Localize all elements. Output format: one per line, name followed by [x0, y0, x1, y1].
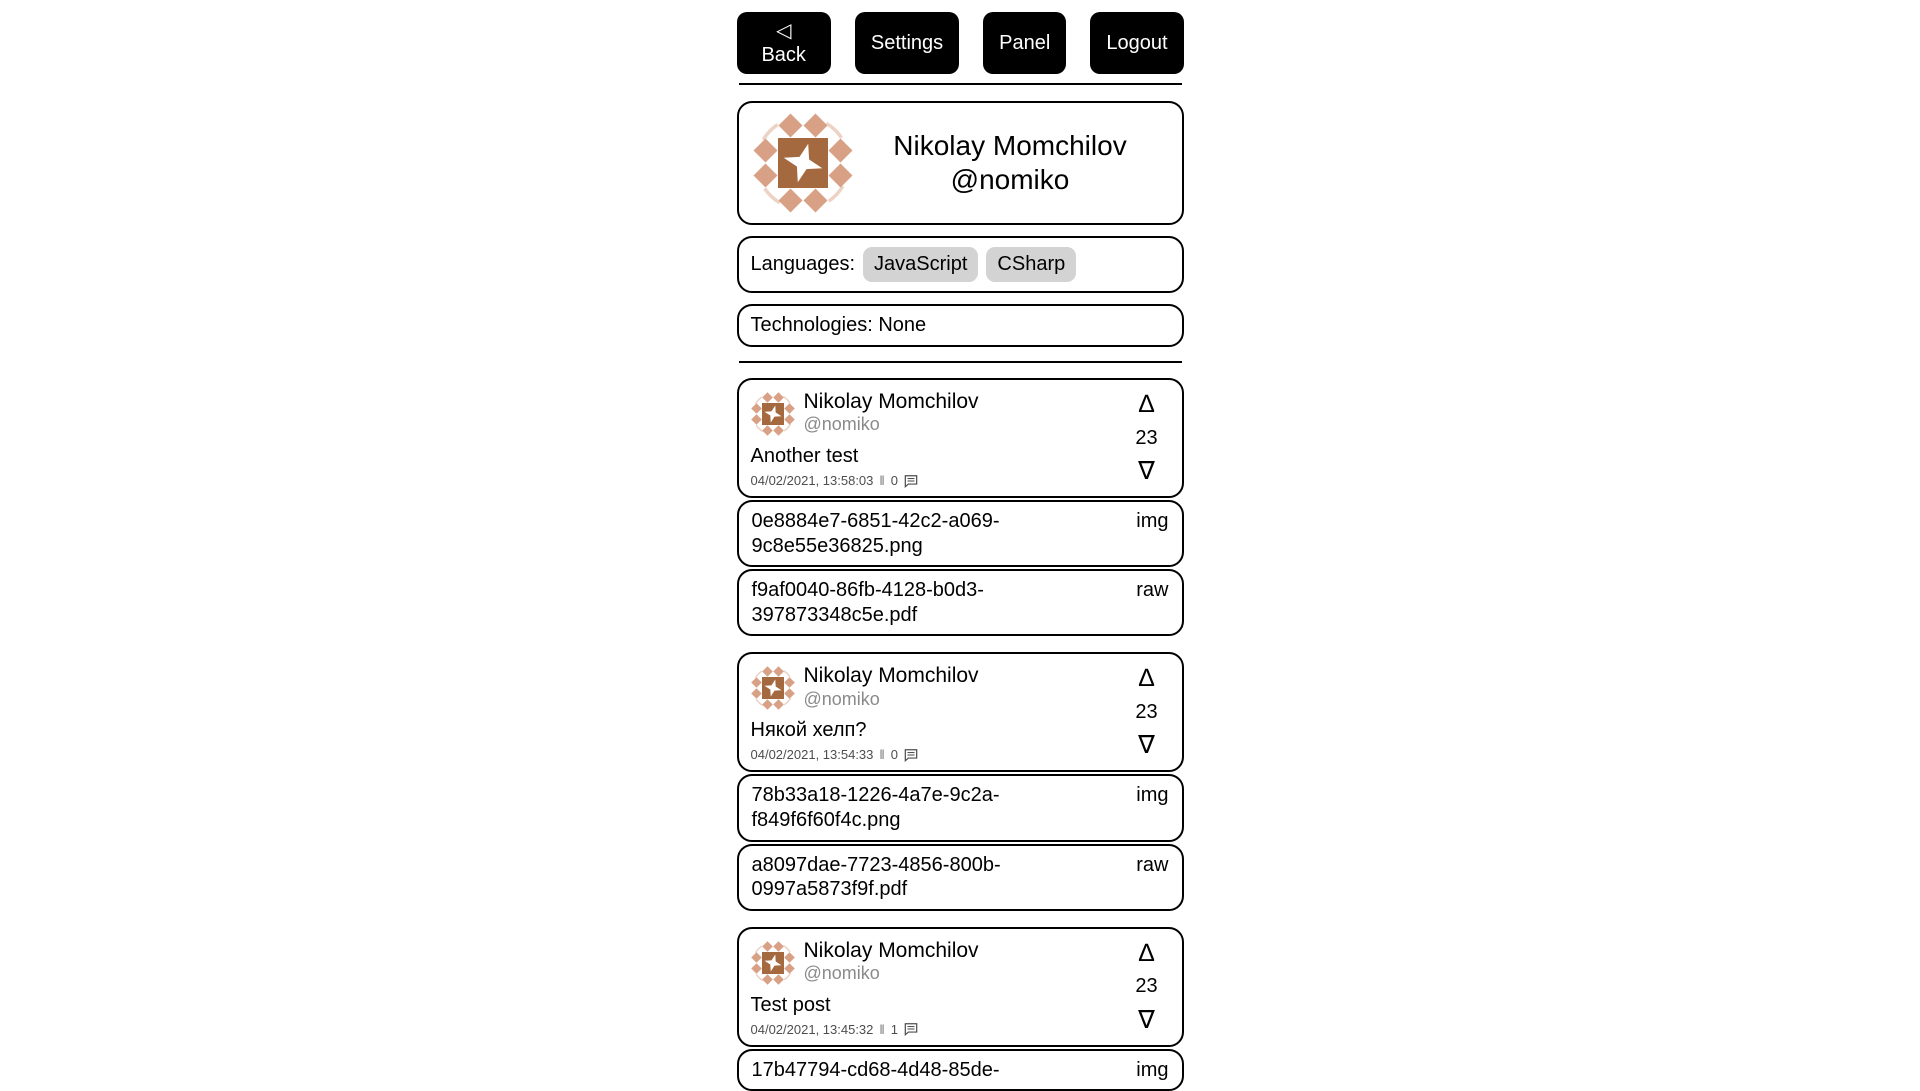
- meta-separator: ‖: [879, 747, 885, 763]
- downvote-button[interactable]: ∇: [1138, 731, 1155, 760]
- post-title: Another test: [750, 445, 859, 467]
- attachment-row[interactable]: [737, 500, 1184, 567]
- meta-separator: ‖: [879, 473, 885, 488]
- attachment-type-badge: raw: [1136, 579, 1169, 602]
- vote-column: [1126, 664, 1168, 762]
- upvote-button[interactable]: ∆: [1138, 664, 1155, 693]
- post-card[interactable]: [737, 378, 1184, 498]
- meta-separator: ‖: [879, 1021, 885, 1037]
- post-timestamp: 04/02/2021, 13:58:03: [750, 473, 874, 488]
- post-main: [751, 390, 1126, 488]
- post-title: Някой хелп?: [750, 719, 867, 742]
- post-author-block: [804, 390, 979, 436]
- post-main: [751, 664, 1126, 762]
- post-main: [751, 939, 1126, 1037]
- comment-count: 0: [890, 473, 898, 488]
- post-author-name: Nikolay Momchilov: [803, 390, 979, 413]
- post: [737, 652, 1184, 910]
- profile-avatar-identicon: [753, 113, 853, 213]
- post: [737, 927, 1184, 1091]
- post-timestamp: 04/02/2021, 13:45:32: [750, 1021, 874, 1037]
- attachment-row[interactable]: [737, 569, 1184, 636]
- languages-card: [737, 236, 1184, 293]
- post-author-name: Nikolay Momchilov: [803, 664, 979, 688]
- top-toolbar: [737, 0, 1184, 74]
- comment-count: 1: [890, 1021, 898, 1037]
- post-author-handle: @nomiko: [803, 688, 880, 709]
- vote-score: 23: [1135, 700, 1158, 723]
- settings-button[interactable]: Settings: [855, 12, 959, 74]
- post-title: Test post: [750, 993, 831, 1016]
- panel-button[interactable]: Panel: [983, 12, 1066, 74]
- post-card[interactable]: [737, 927, 1184, 1047]
- post-meta: [751, 1022, 1126, 1037]
- divider-posts: [739, 361, 1182, 363]
- post-header: [751, 664, 1126, 710]
- attachment-filename: 78b33a18-1226-4a7e-9c2a-f849f6f60f4c.png: [751, 784, 1000, 831]
- comment-icon: [904, 474, 918, 488]
- post-author-handle: @nomiko: [803, 962, 880, 983]
- attachment-type-badge: img: [1136, 784, 1169, 807]
- technologies-label: Technologies: None: [750, 314, 927, 336]
- technologies-card: [737, 304, 1184, 347]
- attachment-filename: 0e8884e7-6851-42c2-a069-9c8e55e36825.png: [751, 510, 1000, 557]
- vote-score: 23: [1135, 975, 1158, 998]
- attachment-filename: a8097dae-7723-4856-800b-0997a5873f9f.pdf: [751, 853, 1001, 901]
- attachment-type-badge: img: [1136, 510, 1169, 532]
- post-meta: [751, 473, 1126, 488]
- attachment-filename: f9af0040-86fb-4128-b0d3-397873348c5e.pdf: [751, 579, 984, 626]
- language-badge-csharp: CSharp: [986, 247, 1076, 282]
- post-author-name: Nikolay Momchilov: [803, 938, 979, 962]
- post-author-handle: @nomiko: [803, 414, 880, 435]
- comment-count: 0: [890, 747, 898, 763]
- post-timestamp: 04/02/2021, 13:54:33: [750, 747, 874, 763]
- post-avatar-identicon: [751, 941, 795, 985]
- profile-names: [853, 129, 1168, 197]
- profile-handle: @nomiko: [950, 164, 1070, 195]
- upvote-button[interactable]: ∆: [1138, 390, 1155, 418]
- comment-icon: [904, 1022, 918, 1036]
- post-card[interactable]: [737, 652, 1184, 772]
- post-avatar-identicon: [751, 392, 795, 436]
- attachment-type-badge: img: [1136, 1058, 1169, 1081]
- language-badge-javascript: JavaScript: [863, 247, 978, 282]
- content-column: [737, 0, 1184, 1091]
- attachment-row[interactable]: [737, 774, 1184, 841]
- downvote-button[interactable]: ∇: [1138, 1005, 1155, 1034]
- upvote-button[interactable]: ∆: [1138, 938, 1155, 967]
- downvote-button[interactable]: ∇: [1138, 457, 1155, 485]
- vote-score: 23: [1135, 426, 1158, 449]
- post-header: [751, 939, 1126, 985]
- attachment-row[interactable]: [737, 844, 1184, 911]
- post-meta: [751, 747, 1126, 762]
- languages-label: Languages:: [750, 253, 856, 275]
- logout-button[interactable]: Logout: [1090, 12, 1183, 74]
- back-button[interactable]: ◁ Back: [737, 12, 831, 74]
- post-author-block: [804, 939, 979, 985]
- attachment-row[interactable]: [737, 1049, 1184, 1091]
- attachment-type-badge: raw: [1136, 853, 1169, 876]
- post: [737, 378, 1184, 636]
- attachment-filename: 17b47794-cd68-4d48-85de-: [751, 1058, 1000, 1081]
- profile-card: [737, 101, 1184, 225]
- post-avatar-identicon: [751, 666, 795, 710]
- vote-column: [1126, 390, 1168, 488]
- profile-name: Nikolay Momchilov: [893, 129, 1127, 161]
- post-author-block: [804, 664, 979, 710]
- divider-top: [739, 83, 1182, 85]
- post-header: [751, 390, 1126, 436]
- vote-column: [1126, 939, 1168, 1037]
- comment-icon: [904, 748, 918, 762]
